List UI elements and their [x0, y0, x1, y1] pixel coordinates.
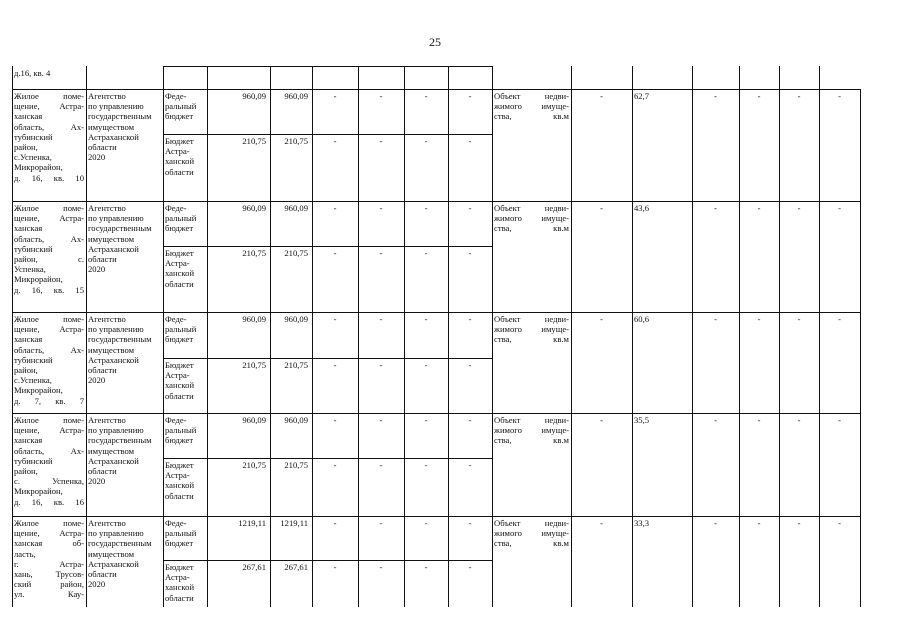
empty-value: - [379, 91, 383, 101]
amount-cell: 267,61 [242, 562, 266, 572]
empty-value: - [600, 314, 603, 324]
column-border [12, 413, 13, 516]
column-border [207, 201, 208, 312]
column-border [270, 516, 271, 607]
empty-value: - [797, 415, 801, 425]
column-border [739, 516, 740, 607]
column-border [163, 312, 164, 413]
empty-value: - [379, 314, 383, 324]
column-border [86, 201, 87, 312]
address-cell: Жилое поме- щение, Астра- ханская область, Ах- тубинский район, с. Успенка, Микрорайон, д. 16, кв. 16 [14, 415, 84, 507]
column-border [404, 201, 405, 312]
empty-value: - [714, 314, 717, 324]
column-border [692, 66, 693, 89]
amount-cell: 210,75 [284, 360, 308, 370]
column-border [163, 89, 164, 201]
budget-source-label: Феде- ральный бюджет [165, 91, 197, 122]
column-border [86, 413, 87, 516]
column-border [86, 66, 87, 89]
column-border [571, 516, 572, 607]
column-border [86, 312, 87, 413]
amount-cell: 210,75 [242, 248, 266, 258]
column-border [779, 201, 780, 312]
empty-value: - [838, 518, 841, 528]
indicator-name: Объект недви- жимого имуще- ства, кв.м [494, 314, 569, 345]
empty-value: - [379, 460, 383, 470]
empty-value: - [333, 460, 337, 470]
column-border [632, 66, 633, 89]
column-border [692, 201, 693, 312]
column-border [163, 201, 164, 312]
empty-value: - [714, 518, 717, 528]
column-border [739, 89, 740, 201]
address-cell: д.16, кв. 4 [14, 68, 51, 78]
empty-value: - [714, 91, 717, 101]
column-border [779, 66, 780, 89]
column-border [492, 516, 493, 607]
address-cell: Жилое поме- щение, Астра- ханская область, Ах- тубинский район, с.Успенка, Микрорайон, д. 7, кв. 7 [14, 314, 84, 406]
column-border [779, 413, 780, 516]
column-border [448, 413, 449, 516]
column-border [448, 66, 449, 89]
empty-value: - [333, 136, 337, 146]
empty-value: - [424, 314, 428, 324]
column-border [860, 201, 861, 312]
empty-value: - [424, 460, 428, 470]
column-border [358, 516, 359, 607]
column-border [779, 312, 780, 413]
column-border [448, 312, 449, 413]
empty-value: - [468, 460, 472, 470]
empty-value: - [468, 415, 472, 425]
column-border [692, 516, 693, 607]
area-value: 35,5 [634, 415, 650, 425]
empty-value: - [379, 562, 383, 572]
empty-value: - [424, 136, 428, 146]
column-border [632, 201, 633, 312]
empty-value: - [333, 91, 337, 101]
empty-value: - [424, 248, 428, 258]
column-border [819, 413, 820, 516]
empty-value: - [333, 203, 337, 213]
column-border [632, 89, 633, 201]
column-border [819, 312, 820, 413]
column-border [404, 312, 405, 413]
column-border [358, 201, 359, 312]
amount-cell: 960,09 [284, 314, 308, 324]
column-border [739, 413, 740, 516]
amount-cell: 210,75 [242, 360, 266, 370]
area-value: 60,6 [634, 314, 650, 324]
column-border [312, 89, 313, 201]
amount-cell: 960,09 [242, 415, 266, 425]
column-border [12, 312, 13, 413]
budget-source-label: Феде- ральный бюджет [165, 203, 197, 234]
empty-value: - [468, 91, 472, 101]
address-cell: Жилое поме- щение, Астра- ханская область, Ах- тубинский район, с. Успенка, Микрорайон, д. 16, кв. 15 [14, 203, 84, 295]
column-border [692, 312, 693, 413]
column-border [448, 201, 449, 312]
amount-cell: 210,75 [284, 248, 308, 258]
column-border [404, 89, 405, 201]
area-value: 62,7 [634, 91, 650, 101]
amount-cell: 1219,11 [238, 518, 266, 528]
empty-value: - [838, 203, 841, 213]
empty-value: - [379, 360, 383, 370]
column-border [12, 516, 13, 607]
column-border [207, 312, 208, 413]
empty-value: - [797, 203, 801, 213]
empty-value: - [757, 203, 761, 213]
empty-value: - [379, 136, 383, 146]
agency-cell: Агентство по управлению государственным имуществом Астраханской области 2020 [88, 203, 152, 275]
column-border [632, 413, 633, 516]
column-border [819, 201, 820, 312]
agency-cell: Агентство по управлению государственным имуществом Астраханской области 2020 [88, 91, 152, 163]
column-border [270, 413, 271, 516]
budget-source-label: Феде- ральный бюджет [165, 415, 197, 446]
empty-value: - [424, 91, 428, 101]
column-border [819, 89, 820, 201]
amount-cell: 210,75 [242, 460, 266, 470]
empty-value: - [838, 91, 841, 101]
column-border [12, 201, 13, 312]
empty-value: - [333, 562, 337, 572]
column-border [207, 516, 208, 607]
budget-source-label: Бюджет Астра- ханской области [165, 248, 195, 289]
empty-value: - [379, 248, 383, 258]
column-border [632, 516, 633, 607]
empty-value: - [379, 518, 383, 528]
column-border [312, 201, 313, 312]
subrow-border [163, 358, 492, 359]
page-number: 25 [429, 35, 441, 49]
column-border [312, 66, 313, 89]
indicator-name: Объект недви- жимого имуще- ства, кв.м [494, 518, 569, 549]
subrow-border [163, 134, 492, 135]
column-border [739, 66, 740, 89]
amount-cell: 210,75 [284, 136, 308, 146]
empty-value: - [757, 314, 761, 324]
column-border [163, 413, 164, 516]
amount-cell: 960,09 [284, 415, 308, 425]
column-border [571, 89, 572, 201]
empty-value: - [468, 314, 472, 324]
column-border [270, 312, 271, 413]
empty-value: - [333, 248, 337, 258]
empty-value: - [468, 136, 472, 146]
subrow-border [163, 458, 492, 459]
indicator-name: Объект недви- жимого имуще- ства, кв.м [494, 203, 569, 234]
column-border [571, 312, 572, 413]
area-value: 33,3 [634, 518, 650, 528]
empty-value: - [468, 203, 472, 213]
empty-value: - [379, 203, 383, 213]
column-border [860, 516, 861, 607]
empty-value: - [838, 415, 841, 425]
empty-value: - [714, 203, 717, 213]
indicator-name: Объект недви- жимого имуще- ства, кв.м [494, 415, 569, 446]
column-border [207, 66, 208, 89]
empty-value: - [333, 415, 337, 425]
empty-value: - [757, 91, 761, 101]
column-border [312, 516, 313, 607]
empty-value: - [797, 91, 801, 101]
empty-value: - [424, 360, 428, 370]
empty-value: - [379, 415, 383, 425]
empty-value: - [333, 518, 337, 528]
column-border [492, 201, 493, 312]
indicator-name: Объект недви- жимого имуще- ства, кв.м [494, 91, 569, 122]
budget-source-label: Феде- ральный бюджет [165, 314, 197, 345]
column-border [12, 89, 13, 201]
amount-cell: 960,09 [242, 314, 266, 324]
column-border [448, 516, 449, 607]
column-border [692, 413, 693, 516]
budget-source-label: Бюджет Астра- ханской области [165, 136, 195, 177]
column-border [270, 66, 271, 89]
column-border [692, 89, 693, 201]
column-border [632, 312, 633, 413]
empty-value: - [600, 203, 603, 213]
empty-value: - [797, 314, 801, 324]
agency-cell: Агентство по управлению государственным имуществом Астраханской области 2020 [88, 314, 152, 386]
empty-value: - [757, 415, 761, 425]
column-border [207, 413, 208, 516]
area-value: 43,6 [634, 203, 650, 213]
empty-value: - [838, 314, 841, 324]
column-border [492, 66, 493, 89]
column-border [779, 89, 780, 201]
empty-value: - [424, 562, 428, 572]
column-border [571, 413, 572, 516]
column-border [86, 516, 87, 607]
column-border [12, 66, 13, 89]
empty-value: - [600, 415, 603, 425]
amount-cell: 210,75 [242, 136, 266, 146]
agency-cell: Агентство по управлению государственным имуществом Астраханской области 2020 [88, 415, 152, 487]
empty-value: - [714, 415, 717, 425]
empty-value: - [424, 415, 428, 425]
column-border [819, 66, 820, 89]
column-border [492, 413, 493, 516]
column-border [312, 312, 313, 413]
amount-cell: 960,09 [284, 203, 308, 213]
column-border [448, 89, 449, 201]
empty-value: - [424, 518, 428, 528]
amount-cell: 267,61 [284, 562, 308, 572]
empty-value: - [797, 518, 801, 528]
column-border [404, 66, 405, 89]
column-border [270, 201, 271, 312]
amount-cell: 960,09 [242, 203, 266, 213]
empty-value: - [468, 562, 472, 572]
column-border [163, 66, 164, 89]
column-border [819, 516, 820, 607]
budget-source-label: Бюджет Астра- ханской области [165, 460, 195, 501]
column-border [860, 312, 861, 413]
amount-cell: 960,09 [284, 91, 308, 101]
empty-value: - [424, 203, 428, 213]
subrow-border [163, 246, 492, 247]
amount-cell: 1219,11 [280, 518, 308, 528]
empty-value: - [600, 518, 603, 528]
column-border [492, 312, 493, 413]
amount-cell: 960,09 [242, 91, 266, 101]
budget-source-label: Бюджет Астра- ханской области [165, 562, 195, 603]
column-border [358, 413, 359, 516]
address-cell: Жилое поме- щение, Астра- ханская об- ласть, г. Астра- хань, Трусов- ский район, ул. Кау- [14, 518, 84, 600]
empty-value: - [468, 518, 472, 528]
column-border [779, 516, 780, 607]
column-border [739, 312, 740, 413]
column-border [358, 89, 359, 201]
empty-value: - [757, 518, 761, 528]
column-border [312, 413, 313, 516]
address-cell: Жилое поме- щение, Астра- ханская область, Ах- тубинский район, с.Успенка, Микрорайон, д. 16, кв. 10 [14, 91, 84, 183]
column-border [86, 89, 87, 201]
row-border [163, 66, 492, 67]
budget-source-label: Бюджет Астра- ханской области [165, 360, 195, 401]
column-border [860, 89, 861, 201]
column-border [358, 66, 359, 89]
empty-value: - [468, 360, 472, 370]
column-border [571, 66, 572, 89]
column-border [571, 201, 572, 312]
subrow-border [163, 560, 492, 561]
column-border [404, 413, 405, 516]
budget-source-label: Феде- ральный бюджет [165, 518, 197, 549]
empty-value: - [468, 248, 472, 258]
amount-cell: 210,75 [284, 460, 308, 470]
column-border [358, 312, 359, 413]
column-border [270, 89, 271, 201]
agency-cell: Агентство по управлению государственным имуществом Астраханской области 2020 [88, 518, 152, 590]
column-border [492, 89, 493, 201]
column-border [404, 516, 405, 607]
column-border [739, 201, 740, 312]
column-border [163, 516, 164, 607]
column-border [207, 89, 208, 201]
column-border [860, 413, 861, 516]
empty-value: - [333, 360, 337, 370]
empty-value: - [600, 91, 603, 101]
empty-value: - [333, 314, 337, 324]
